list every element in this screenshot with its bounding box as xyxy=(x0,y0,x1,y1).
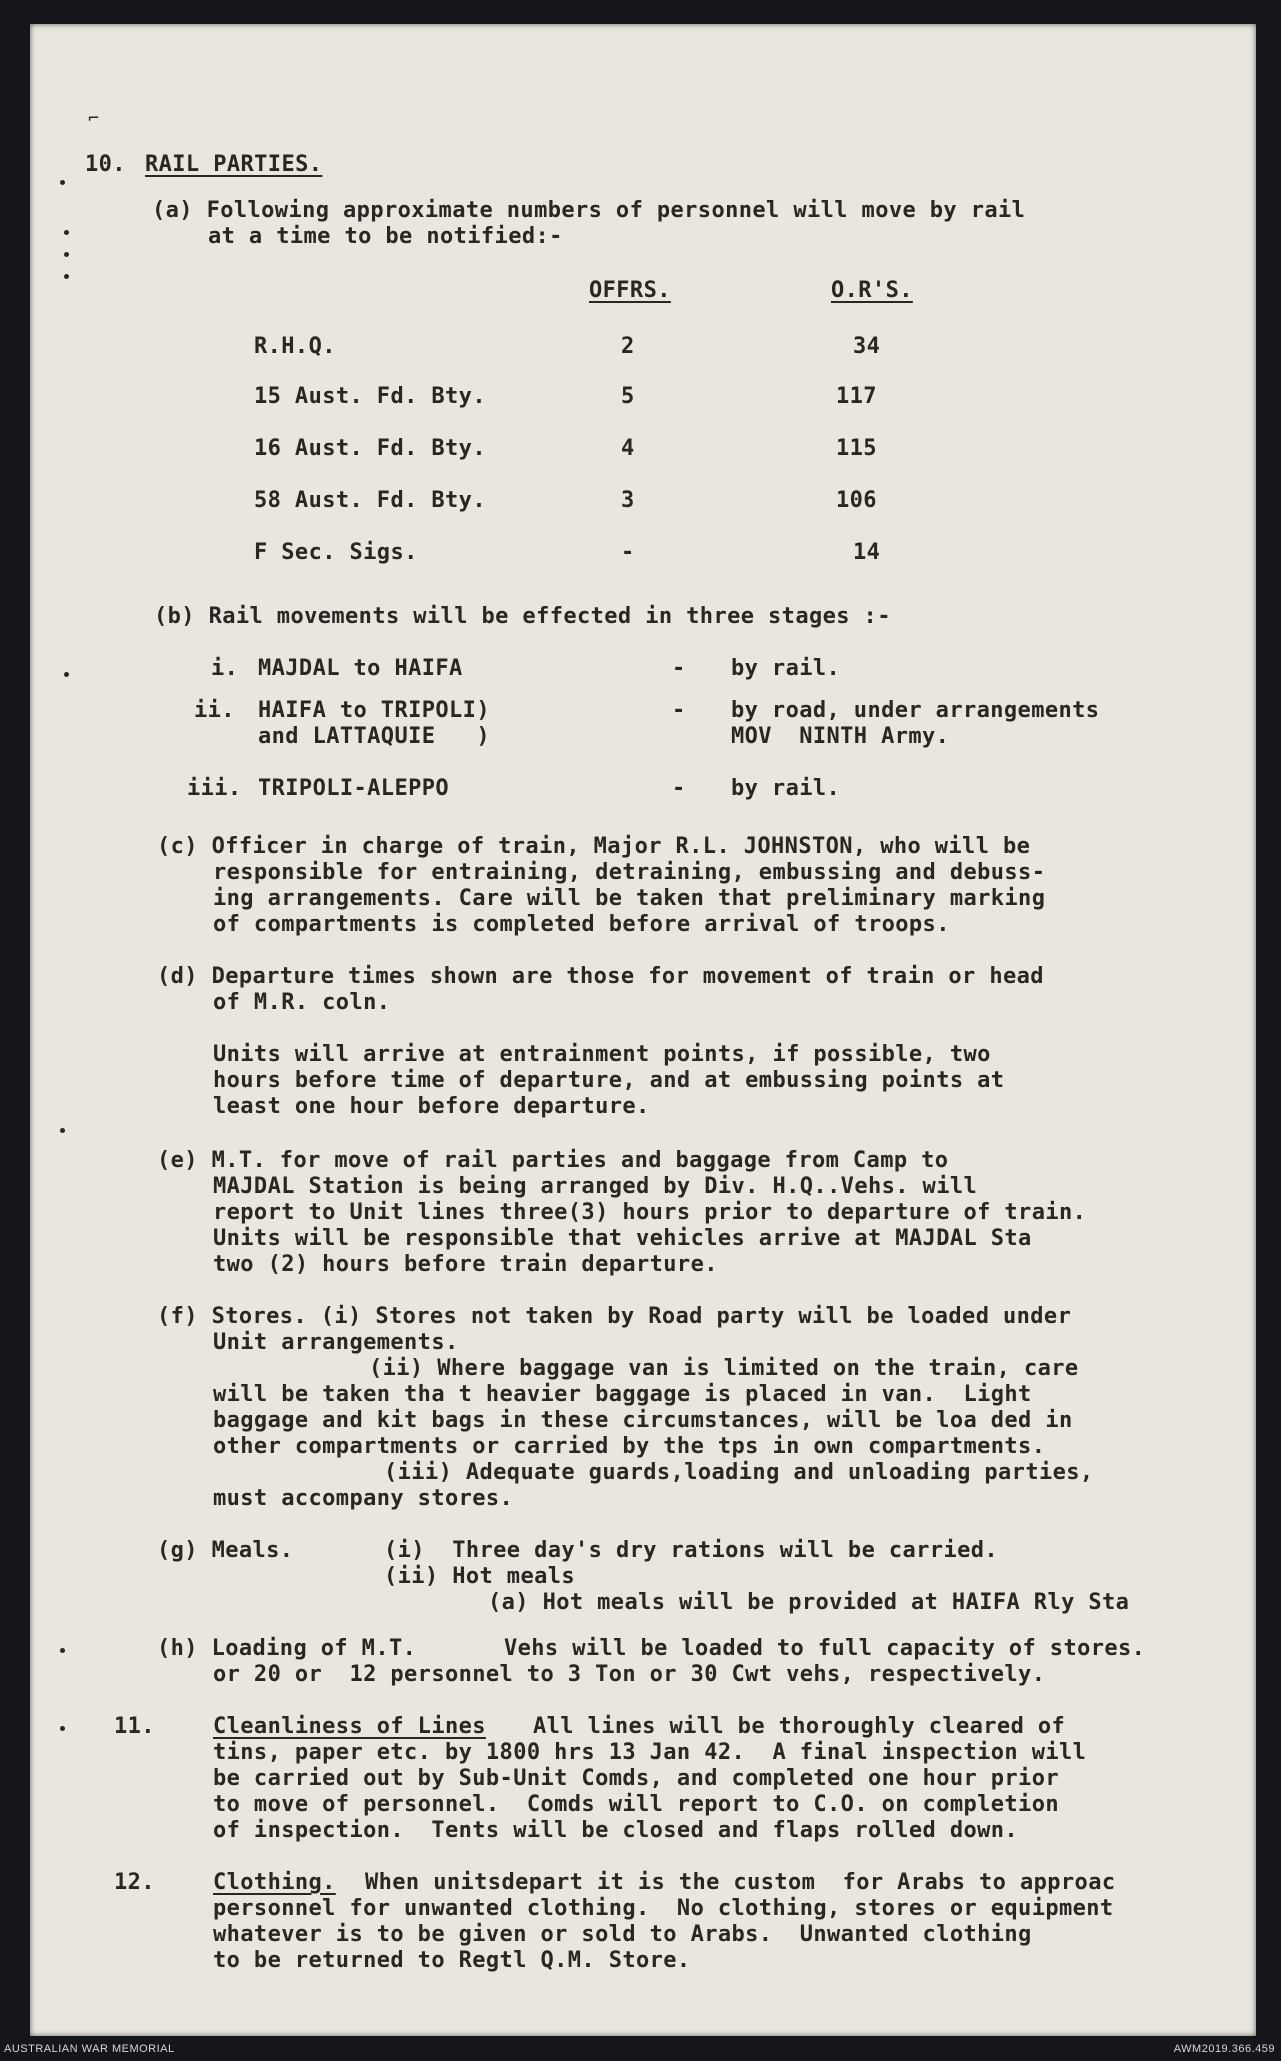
stage-method: by road, under arrangements xyxy=(731,698,1100,723)
para-g-label: (g) Meals. xyxy=(157,1538,294,1563)
stage-method: by rail. xyxy=(731,656,841,681)
footer-credit: AUSTRALIAN WAR MEMORIAL xyxy=(4,2043,175,2055)
table-row-ors: 106 xyxy=(836,488,877,513)
para-d2-line: Units will arrive at entrainment points, if possible, two xyxy=(213,1042,991,1067)
para-h-line: Vehs will be loaded to full capacity of stores. xyxy=(504,1636,1146,1661)
para-g-line: (i) Three day's dry rations will be carried. xyxy=(384,1538,999,1563)
para-b: (b) Rail movements will be effected in three stages :- xyxy=(154,604,891,629)
stage-number: iii. xyxy=(187,776,242,801)
para-e-line: report to Unit lines three(3) hours prior to departure of train. xyxy=(213,1200,1087,1225)
para-f-line: will be taken tha t heavier baggage is placed in van. Light xyxy=(213,1382,1032,1407)
margin-dot xyxy=(60,1648,65,1653)
stage-route: TRIPOLI-ALEPPO xyxy=(258,776,450,801)
para-h-line: or 20 or 12 personnel to 3 Ton or 30 Cwt vehs, respectively. xyxy=(213,1662,1046,1687)
para-c-line: of compartments is completed before arrival of troops. xyxy=(213,912,950,937)
section-12-line: to be returned to Regtl Q.M. Store. xyxy=(213,1948,691,1973)
margin-dot xyxy=(64,252,69,257)
para-h-label: (h) Loading of M.T. xyxy=(157,1636,417,1661)
section-12-line: personnel for unwanted clothing. No clothing, stores or equipment xyxy=(213,1896,1114,1921)
para-g-line: (a) Hot meals will be provided at HAIFA Rly Sta xyxy=(488,1590,1130,1615)
table-row-offrs: 3 xyxy=(621,488,635,513)
table-row-unit: F Sec. Sigs. xyxy=(254,540,418,565)
table-row-unit: R.H.Q. xyxy=(254,334,336,359)
margin-mark: ⌐ xyxy=(88,108,99,129)
para-e-line: MAJDAL Station is being arranged by Div. H.Q..Vehs. will xyxy=(213,1174,978,1199)
table-row-unit: 58 Aust. Fd. Bty. xyxy=(254,488,486,513)
table-row-offrs: 4 xyxy=(621,436,635,461)
table-row-unit: 15 Aust. Fd. Bty. xyxy=(254,384,486,409)
section-10-heading: RAIL PARTIES. xyxy=(145,152,323,177)
section-11-number: 11. xyxy=(114,1714,155,1739)
stage-method: MOV NINTH Army. xyxy=(731,724,950,749)
para-d-line: (d) Departure times shown are those for movement of train or head xyxy=(157,964,1044,989)
section-11-title: Cleanliness of Lines xyxy=(213,1714,486,1739)
para-d-line: of M.R. coln. xyxy=(213,990,391,1015)
para-g-line: (ii) Hot meals xyxy=(384,1564,576,1589)
stage-route: MAJDAL to HAIFA xyxy=(258,656,463,681)
footer-reference: AWM2019.366.459 xyxy=(1173,2043,1275,2055)
section-12-title: Clothing. xyxy=(213,1870,336,1895)
column-header-ors: O.R'S. xyxy=(831,278,913,303)
table-row-offrs: - xyxy=(621,540,635,565)
para-f-line: baggage and kit bags in these circumstances, will be loa ded in xyxy=(213,1408,1073,1433)
stage-route: and LATTAQUIE ) xyxy=(258,724,490,749)
table-row-ors: 115 xyxy=(836,436,877,461)
table-row-ors: 117 xyxy=(836,384,877,409)
stage-dash: - xyxy=(672,698,686,723)
section-12-number: 12. xyxy=(114,1870,155,1895)
section-10-number: 10. xyxy=(85,152,126,177)
stage-dash: - xyxy=(672,776,686,801)
table-row-ors: 34 xyxy=(853,334,881,359)
margin-dot xyxy=(64,672,69,677)
table-row-offrs: 2 xyxy=(621,334,635,359)
stage-number: i. xyxy=(211,656,239,681)
table-row-unit: 16 Aust. Fd. Bty. xyxy=(254,436,486,461)
section-11-line: All lines will be thoroughly cleared of xyxy=(533,1714,1066,1739)
table-row-offrs: 5 xyxy=(621,384,635,409)
column-header-offrs: OFFRS. xyxy=(589,278,671,303)
section-12-line: whatever is to be given or sold to Arabs. Unwanted clothing xyxy=(213,1922,1032,1947)
section-11-line: to move of personnel. Comds will report to C.O. on completion xyxy=(213,1792,1059,1817)
margin-dot xyxy=(60,1726,65,1731)
para-c-line: responsible for entraining, detraining, embussing and debuss- xyxy=(213,860,1046,885)
stage-dash: - xyxy=(672,656,686,681)
margin-dot xyxy=(64,230,69,235)
margin-dot xyxy=(60,1128,65,1133)
para-c-line: (c) Officer in charge of train, Major R.L. JOHNSTON, who will be xyxy=(157,834,1031,859)
stage-method: by rail. xyxy=(731,776,841,801)
section-12-line: When unitsdepart it is the custom for Arabs to approac xyxy=(365,1870,1116,1895)
document-page xyxy=(30,24,1256,2036)
para-d2-line: least one hour before departure. xyxy=(213,1094,650,1119)
para-e-line: Units will be responsible that vehicles arrive at MAJDAL Sta xyxy=(213,1226,1032,1251)
para-a-line2: at a time to be notified:- xyxy=(208,224,563,249)
margin-dot xyxy=(60,180,65,185)
para-d2-line: hours before time of departure, and at embussing points at xyxy=(213,1068,1005,1093)
stage-route: HAIFA to TRIPOLI) xyxy=(258,698,490,723)
table-row-ors: 14 xyxy=(853,540,881,565)
section-11-line: of inspection. Tents will be closed and flaps rolled down. xyxy=(213,1818,1019,1843)
section-11-line: tins, paper etc. by 1800 hrs 13 Jan 42. A final inspection will xyxy=(213,1740,1087,1765)
section-11-line: be carried out by Sub-Unit Comds, and completed one hour prior xyxy=(213,1766,1059,1791)
para-e-line: (e) M.T. for move of rail parties and baggage from Camp to xyxy=(157,1148,949,1173)
para-f-line: Unit arrangements. xyxy=(213,1330,459,1355)
para-f-line: (f) Stores. (i) Stores not taken by Road party will be loaded under xyxy=(157,1304,1072,1329)
para-f-line: other compartments or carried by the tps in own compartments. xyxy=(213,1434,1046,1459)
para-f-line: (ii) Where baggage van is limited on the train, care xyxy=(369,1356,1079,1381)
para-c-line: ing arrangements. Care will be taken that preliminary marking xyxy=(213,886,1046,911)
para-e-line: two (2) hours before train departure. xyxy=(213,1252,718,1277)
para-a-line1: (a) Following approximate numbers of personnel will move by rail xyxy=(152,198,1026,223)
para-f-line: (iii) Adequate guards,loading and unloading parties, xyxy=(384,1460,1094,1485)
margin-dot xyxy=(64,274,69,279)
stage-number: ii. xyxy=(194,698,235,723)
para-f-line: must accompany stores. xyxy=(213,1486,514,1511)
